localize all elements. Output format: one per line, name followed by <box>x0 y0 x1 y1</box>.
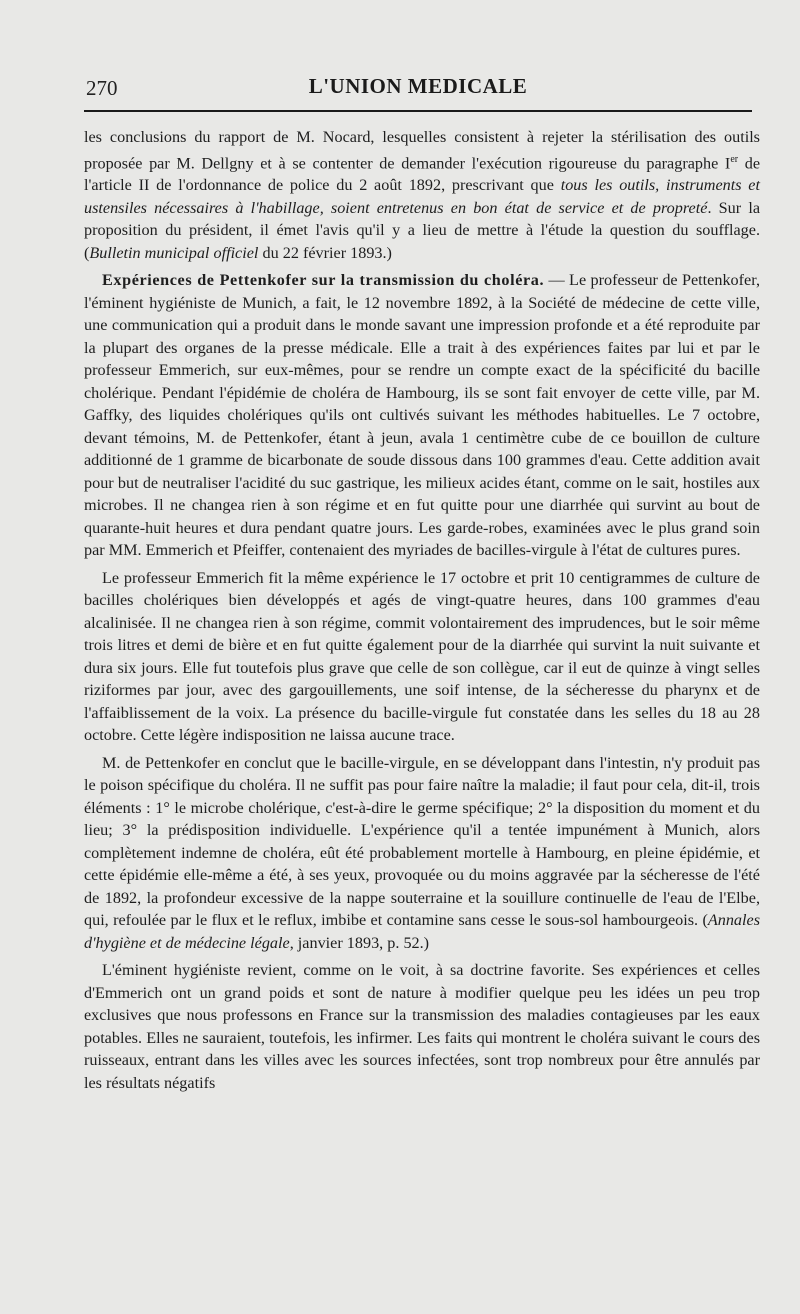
paragraph-1-text-c: . Sur la proposition du président, il émet l'avis qu'il y a lieu de mettre à l'étude la question du soufflage. ( <box>84 198 761 262</box>
paragraph-1-italic-quote: tous les outils, instruments et ustensiles nécessaires à l'habillage, soient entretenus en bon état de service et de propreté <box>84 176 760 217</box>
paragraph-2-text: — Le professeur de Pettenkofer, l'éminent hygiéniste de Munich, a fait, le 12 novembre 1892, à la Société de médecine de cette ville, une communication qui a produit dans le monde savant une impression profonde et a été reproduite par la plupart des organes de la presse médicale. Elle a trait à des expériences faites par lui et par le professeur Emmerich, sur eux-mêmes, pour se rendre un compte exact de la spécificité du bacille cholérique. Pendant l'épidémie de choléra de Hambourg, ils se sont fait envoyer de cette ville, par M. Gaffky, des liquides cholériques qu'ils ont cultivés suivant les méthodes habituelles. Le 7 octobre, devant témoins, M. de Pettenkofer, étant à jeun, avala 1 centimètre cube de ce bouillon de culture additionné de 1 gramme de bicarbonate de soude dissous dans 100 grammes d'eau. Cette addition avait pour but de neutraliser l'acidité du suc gastrique, les milieux acides étant, comme on le sait, hostiles aux microbes. Il ne changea rien à son régime et en fut quitte pour une diarrhée qui survint au bout de quarante-huit heures et dura pendant quatre jours. Les garde-robes, examinées avec le plus grand soin par MM. Emmerich et Pfeiffer, contenaient des myriades de bacilles-virgule à l'état de cultures pures. <box>84 271 760 560</box>
paragraph-2 <box>84 269 760 562</box>
paragraph-1-citation-title: Bulletin municipal officiel <box>89 243 259 262</box>
paragraph-1-superscript: er <box>730 153 739 165</box>
paragraph-4 <box>84 752 760 955</box>
paragraph-1 <box>84 126 760 264</box>
paragraph-4-citation-title: Annales d'hygiène et de médecine légale <box>84 911 760 952</box>
paragraph-1-text-d: du 22 février 1893.) <box>258 243 392 262</box>
paragraph-1-text-b: de l'article II de l'ordonnance de police du 2 août 1892, prescrivant que <box>84 153 761 195</box>
page-number: 270 <box>86 76 118 100</box>
paragraph-4-text-b: , janvier 1893, p. 52.) <box>289 933 430 952</box>
page-header <box>86 72 750 104</box>
section-heading: Expériences de Pettenkofer sur la transmission du choléra. <box>102 271 545 290</box>
paragraph-4-text-a: M. de Pettenkofer en conclut que le bacille-virgule, en se développant dans l'intestin, n'y produit pas le poison spécifique du choléra. Il ne suffit pas pour faire naître la maladie; il faut pour cela, dit-il, trois éléments : 1° le microbe cholérique, c'est-à-dire le germe spécifique; 2° la disposition du moment et du lieu; 3° la prédisposition individuelle. L'expérience qu'il a tentée impunément à Munich, alors complètement indemne de choléra, eût été probablement mortelle à Hambourg, en pleine épidémie, et cette épidémie elle-même a été, à ses yeux, provoquée ou du moins aggravée par la sécheresse de l'été de 1892, la profondeur excessive de la nappe souterraine et la souillure continuelle de l'eau de l'Elbe, qui, refoulée par le flux et le reflux, imbibe et contamine sans cesse le sous-sol hambourgeois. ( <box>84 753 760 930</box>
paragraph-5: L'éminent hygiéniste revient, comme on le voit, à sa doctrine favorite. Ses expériences et celles d'Emmerich ont un grand poids et sont de nature à modifier quelque peu les idées un peu trop exclusives que nous professons en France sur la transmission des maladies contagieuses par les eaux potables. Elles ne sauraient, toutefois, les infirmer. Les faits qui montrent le choléra suivant le cours des ruisseaux, entrant dans les villes avec les sources infectées, sont trop nombreux pour être annulés par les résultats négatifs <box>84 961 760 1092</box>
paragraph-1-text-a: les conclusions du rapport de M. Nocard, lesquelles consistent à rejeter la stérilisation des outils proposée par M. Dellgny et à se contenter de demander l'exécution rigoureuse du paragraphe I <box>84 128 760 172</box>
journal-title: L'UNION MEDICALE <box>308 74 528 98</box>
header-rule <box>84 110 752 112</box>
article-body <box>84 126 760 1099</box>
paragraph-3: Le professeur Emmerich fit la même expérience le 17 octobre et prit 10 centigrammes de culture de bacilles cholériques bien développés et agés de vingt-quatre heures, dans 100 grammes d'eau alcalinisée. Il ne changea rien à son régime, commit volontairement des imprudences, but le soir même trois litres et demi de bière et en fut quitte également pour de la diarrhée qui survint la nuit suivante et dura six jours. Elle fut toutefois plus grave que celle de son collègue, car il eut de quinze à vingt selles riziformes par jour, avec des gargouillements, une soif intense, de la sécheresse du pharynx et de l'affaiblissement de la voix. La présence du bacille-virgule fut constatée dans les selles du 18 au 28 octobre. Cette légère indisposition ne laissa aucune trace. <box>84 568 760 745</box>
